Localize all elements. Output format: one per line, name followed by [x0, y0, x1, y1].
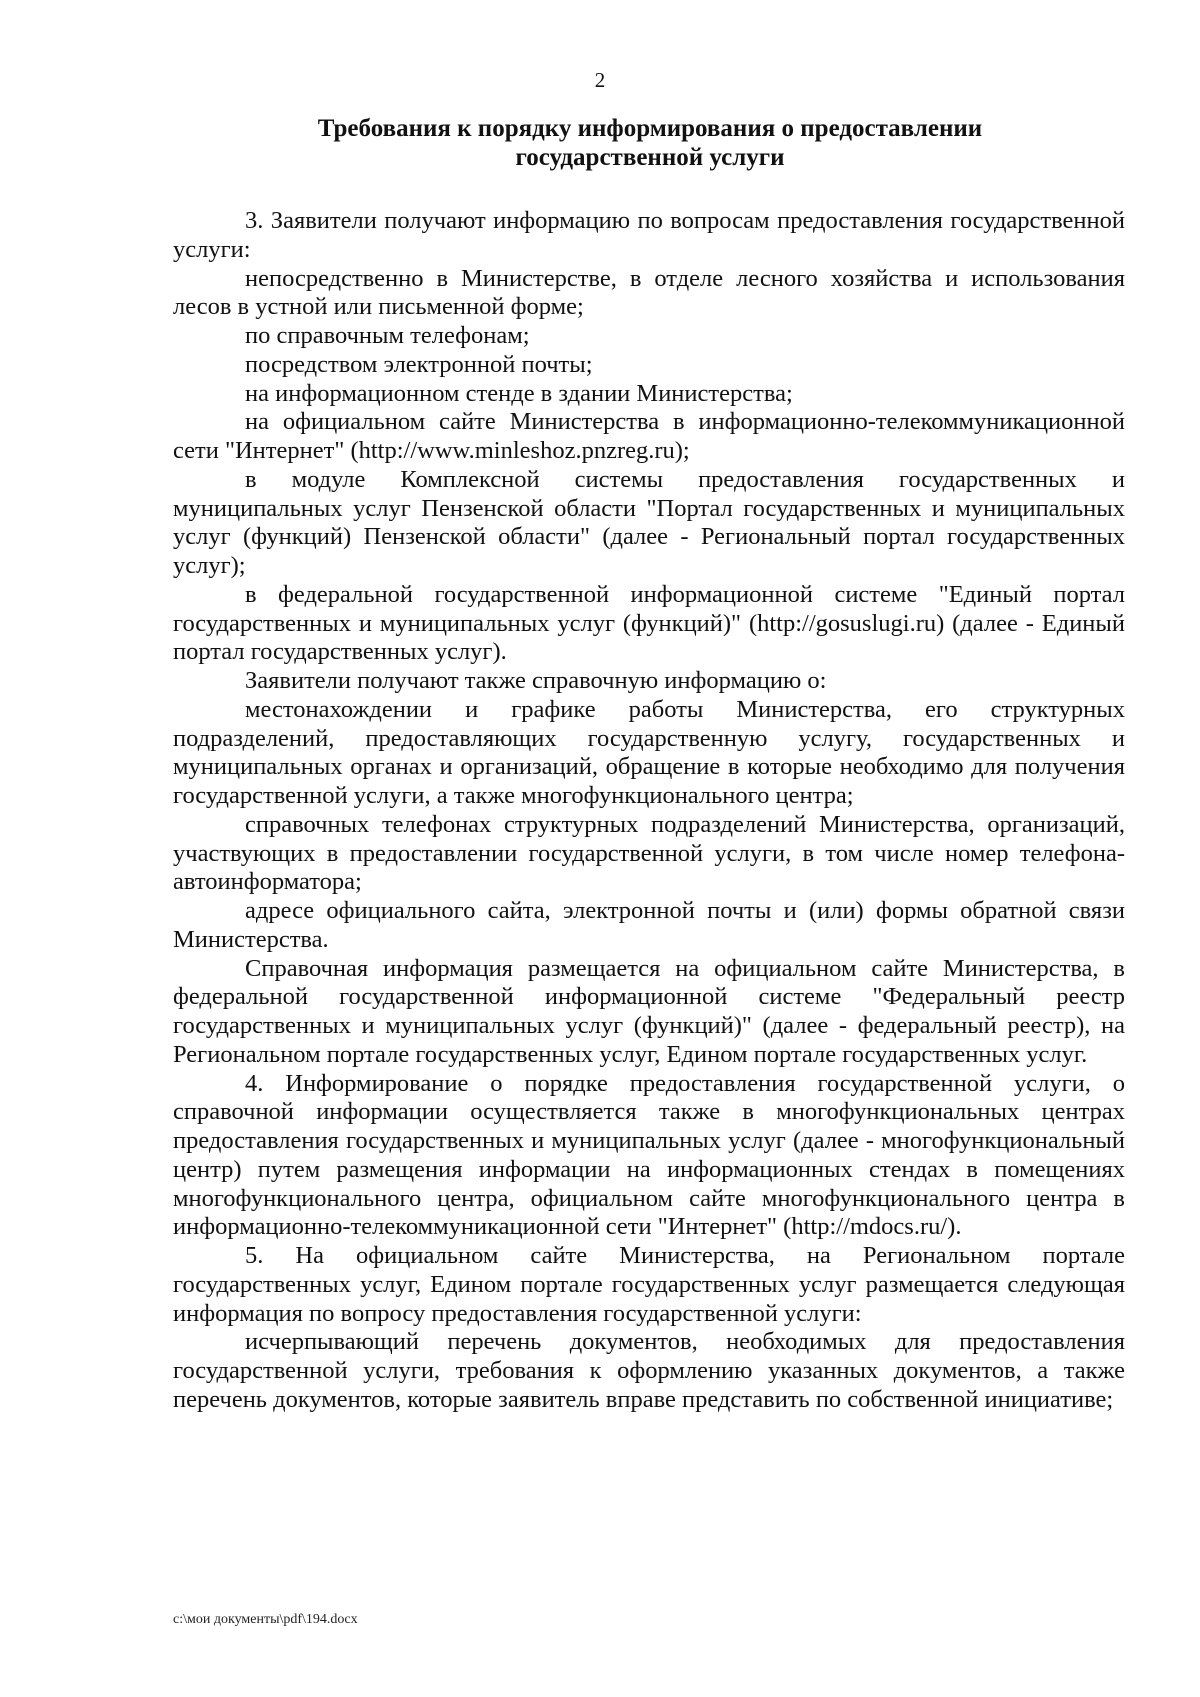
paragraph: справочных телефонах структурных подразделений Министерства, организаций, участвующих в предоставлении государственной услуги, в том числе номер телефона-автоинформатора; — [173, 810, 1125, 896]
paragraph: посредством электронной почты; — [245, 350, 593, 378]
section-title-line-1: Требования к порядку информирования о предоставлении — [317, 115, 983, 142]
section-title-line-2: государственной услуги — [515, 144, 785, 171]
page-number: 2 — [594, 68, 606, 92]
paragraph: в федеральной государственной информационной системе "Единый портал государственных и муниципальных услуг (функций)" (http://gosuslugi.ru) (далее - Единый портал государственных услуг). — [173, 580, 1125, 666]
paragraph: адресе официального сайта, электронной почты и (или) формы обратной связи Министерства. — [173, 897, 1125, 953]
paragraph: 5. На официальном сайте Министерства, на Региональном портале государственных услуг, Едином портале государственных услуг размещается следующая информация по вопросу предоставления государственной услуги: — [173, 1242, 1125, 1327]
paragraph: 3. Заявители получают информацию по вопросам предоставления государственной услуги: — [173, 207, 1125, 263]
paragraph: местонахождении и графике работы Министерства, его структурных подразделений, предоставляющих государственную услугу, государственных и муниципальных органах и организаций, обращение в которые необходимо для получения государственной услуги, а также многофункционального центра; — [173, 695, 1125, 809]
paragraph: на официальном сайте Министерства в информационно-телекоммуникационной сети "Интернет" (http://www.minleshoz.pnzreg.ru); — [173, 408, 1125, 464]
section-title — [175, 114, 1125, 172]
paragraph: на информационном стенде в здании Министерства; — [245, 379, 793, 407]
paragraph: Справочная информация размещается на официальном сайте Министерства, в федеральной государственной информационной системе "Федеральный реестр государственных и муниципальных услуг (функций)" (далее - федеральный реестр), на Региональном портале государственных услуг, Едином портале государственных услуг. — [173, 954, 1125, 1068]
document-body — [173, 207, 1125, 1415]
file-path-footer: c:\мои документы\pdf\194.docx — [173, 1612, 358, 1627]
paragraph: 4. Информирование о порядке предоставления государственной услуги, о справочной информации осуществляется также в многофункциональных центрах предоставления государственных и муниципальных услуг (далее - многофункциональный центр) путем размещения информации на информационных стендах в помещениях многофункционального центра, официальном сайте многофункционального центра в информационно-телекоммуникационной сети "Интернет" (http://mdocs.ru/). — [173, 1069, 1125, 1241]
paragraph: Заявители получают также справочную информацию о: — [245, 667, 827, 694]
paragraph: по справочным телефонам; — [245, 322, 530, 349]
paragraph: в модуле Комплексной системы предоставления государственных и муниципальных услуг Пензенской области "Портал государственных и муниципальных услуг (функций) Пензенской области" (далее - Региональный портал государственных услуг); — [173, 465, 1125, 579]
paragraph: непосредственно в Министерстве, в отделе лесного хозяйства и использования лесов в устной или письменной форме; — [173, 264, 1125, 321]
paragraph: исчерпывающий перечень документов, необходимых для предоставления государственной услуги, требования к оформлению указанных документов, а также перечень документов, которые заявитель вправе представить по собственной инициативе; — [173, 1328, 1125, 1413]
